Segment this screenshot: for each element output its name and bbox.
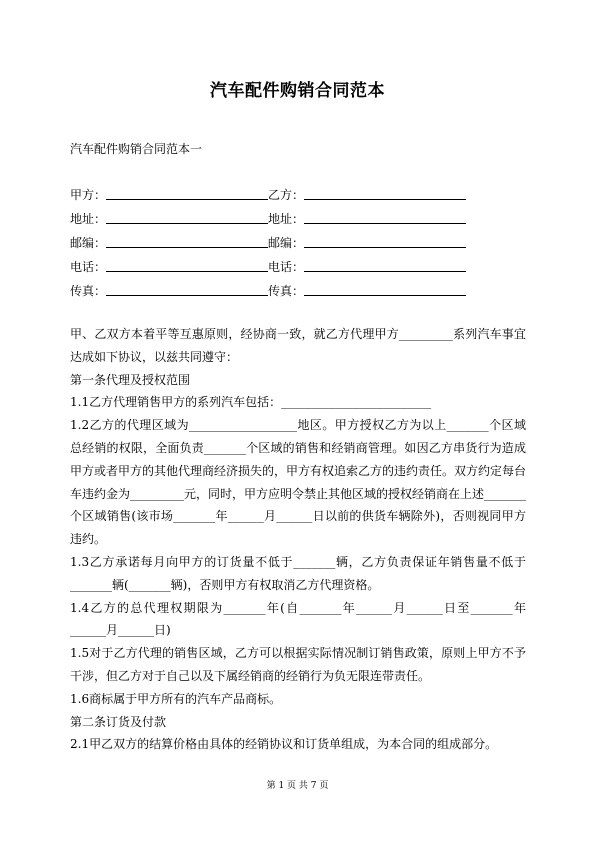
party-b-address-blank — [304, 223, 466, 224]
party-a-address-label: 地址： — [70, 212, 107, 226]
party-b-fax-blank — [304, 295, 466, 296]
party-a-fax-label: 传真： — [70, 284, 107, 298]
clause-1-2: 1.2乙方的代理区域为__________________地区。甲方授权乙方为以上_______个区域总经销的权限，全面负责_______个区域的销售和经销商管理。如因乙方串货行为造成甲方或者甲方的其他代理商经济损失的，甲方有权追索乙方的违约责任。双方约定每台车违约金为_________元，同时，甲方应明令禁止其他区域的授权经销商在上述_______个区域销售(该市场_______年______月______日以前的供货车辆除外)，否则视同甲方违约。 — [70, 418, 527, 547]
clause-1-4: 1.4乙方的总代理权期限为_______年(自_______年______月______日至_______年______月______日) — [70, 600, 526, 638]
party-a-phone-blank — [106, 271, 268, 272]
clause-1-3: 1.3乙方承诺每月向甲方的订货量不低于_______辆，乙方负责保证年销售量不低于_______辆(_______辆)，否则甲方有权取消乙方代理资格。 — [70, 554, 526, 592]
section-heading-1: 第一条代理及授权范围 — [70, 372, 191, 387]
party-b-phone-blank — [304, 271, 466, 272]
clause-1-5: 1.5对于乙方代理的销售区域，乙方可以根据实际情况制订销售政策，原则上甲方不予干涉，但乙方对于自己以及下属经销商的经销行为负无限连带责任。 — [70, 646, 526, 683]
preamble-paragraph: 甲、乙双方本着平等互惠原则，经协商一致，就乙方代理甲方_________系列汽车事宜达成如下协议，以兹共同遵守： — [70, 327, 526, 364]
document-title: 汽车配件购销合同范本 — [210, 81, 385, 101]
section-heading-2: 第二条订货及付款 — [70, 714, 167, 729]
party-row-address — [70, 210, 540, 226]
party-row-phone — [70, 258, 540, 274]
page-number-footer: 第 1 页 共 7 页 — [266, 781, 329, 791]
document-subtitle: 汽车配件购销合同范本一 — [70, 142, 203, 156]
party-row-fax — [70, 282, 540, 298]
party-b-postcode-blank — [304, 247, 466, 248]
party-a-name-label: 甲方： — [70, 188, 107, 202]
party-b-phone-label: 电话： — [268, 260, 305, 274]
clause-1-6: 1.6商标属于甲方所有的汽车产品商标。 — [70, 691, 282, 706]
party-row-name — [70, 186, 540, 202]
clause-1-1: 1.1乙方代理销售甲方的系列汽车包括：_________________________ — [70, 395, 432, 410]
party-a-postcode-blank — [106, 247, 268, 248]
party-b-name-blank — [304, 199, 466, 200]
party-a-postcode-label: 邮编： — [70, 236, 107, 250]
party-a-phone-label: 电话： — [70, 260, 107, 274]
party-row-postcode — [70, 234, 540, 250]
party-a-fax-blank — [106, 295, 268, 296]
party-a-name-blank — [106, 199, 268, 200]
party-b-name-label: 乙方： — [268, 188, 305, 202]
clause-2-1: 2.1甲乙双方的结算价格由具体的经销协议和订货单组成，为本合同的组成部分。 — [70, 737, 498, 752]
party-b-postcode-label: 邮编： — [268, 236, 305, 250]
contract-body — [70, 323, 526, 756]
party-b-address-label: 地址： — [268, 212, 305, 226]
party-a-address-blank — [106, 223, 268, 224]
party-b-fax-label: 传真： — [268, 284, 305, 298]
